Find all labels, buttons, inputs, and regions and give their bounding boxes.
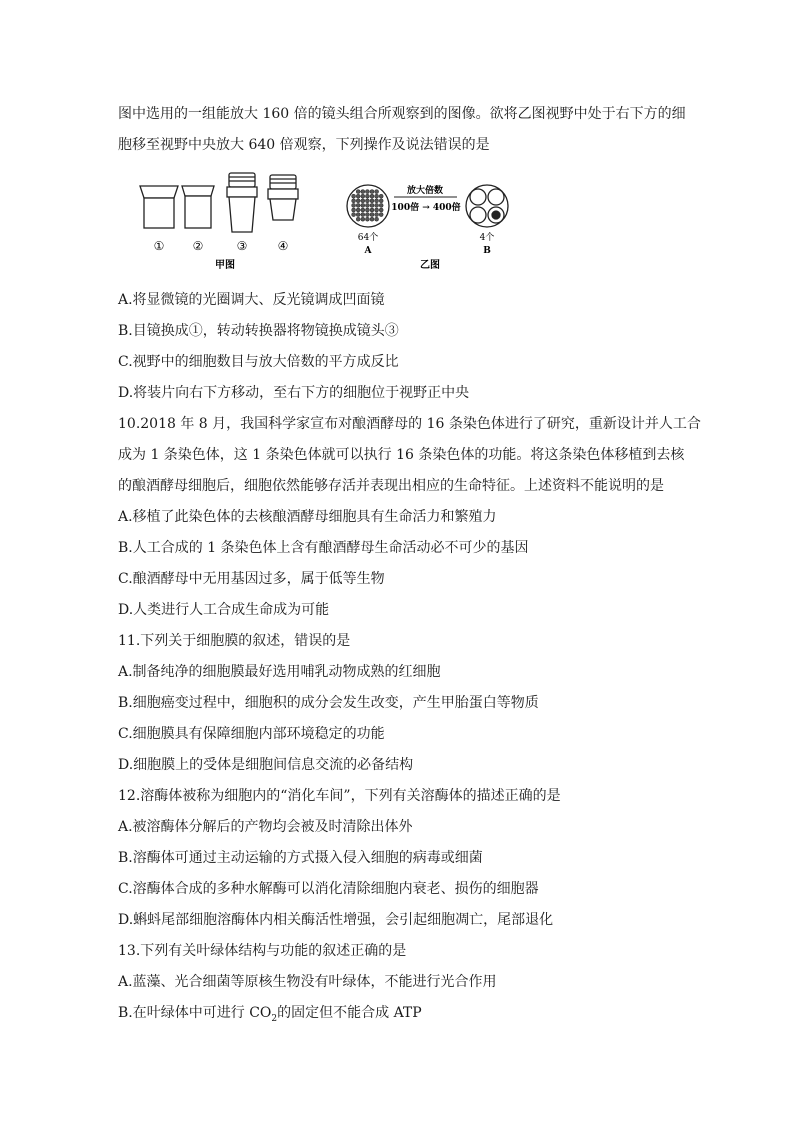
cell-dot [365, 217, 369, 221]
q11-option-d: D.细胞膜上的受体是细胞间信息交流的必备结构 [118, 757, 414, 773]
cell-dot [365, 203, 369, 207]
q11-stem: 11.下列关于细胞膜的叙述，错误的是 [118, 633, 351, 649]
cell-dot [375, 194, 379, 198]
q13-option-b-text-1: B.在叶绿体中可进行 CO [118, 1005, 272, 1021]
q12-option-d: D.蝌蚪尾部细胞溶酶体内相关酶活性增强，会引起细胞凋亡，尾部退化 [118, 912, 554, 928]
q12-option-b: B.溶酶体可通过主动运输的方式摄入侵入细胞的病毒或细菌 [118, 850, 483, 866]
cell-dot [352, 203, 356, 207]
q9-option-b: B.目镜换成①，转动转换器将物镜换成镜头③ [118, 323, 399, 339]
q12-stem: 12.溶酶体被称为细胞内的“消化车间”，下列有关溶酶体的描述正确的是 [118, 788, 561, 804]
yi-caption: 乙图 [420, 260, 440, 271]
cell-dot [370, 208, 374, 212]
lens-1-icon [140, 186, 178, 228]
q13-option-b-text-2: 的固定但不能合成 ATP [277, 1005, 422, 1021]
q13-option-b-subscript: 2 [271, 1013, 278, 1024]
question-9-stem-line-2: 胞移至视野中央放大 640 倍观察，下列操作及说法错误的是 [118, 137, 490, 153]
view-a-label: A [364, 246, 372, 256]
cell-dot [361, 208, 365, 212]
q9-option-c: C.视野中的细胞数目与放大倍数的平方成反比 [118, 354, 399, 370]
q10-option-a: A.移植了此染色体的去核酿酒酵母细胞具有生命活力和繁殖力 [118, 509, 497, 525]
lens-label-2: ② [192, 239, 204, 253]
q11-option-b: B.细胞癌变过程中，细胞积的成分会发生改变，产生甲胎蛋白等物质 [118, 695, 539, 711]
lens-4-icon [268, 175, 298, 220]
q11-option-c: C.细胞膜具有保障细胞内部环境稳定的功能 [118, 726, 385, 742]
cell-dot [361, 213, 365, 217]
cell-dot [352, 199, 356, 203]
q13-stem: 13.下列有关叶绿体结构与功能的叙述正确的是 [118, 943, 407, 959]
q10-option-c: C.酿酒酵母中无用基因过多，属于低等生物 [118, 571, 385, 587]
lens-label-1: ① [153, 239, 165, 253]
cell-dot [356, 199, 360, 203]
cell-dot [356, 213, 360, 217]
cell-dot [361, 199, 365, 203]
cell-dot [379, 208, 383, 212]
cell-dot [352, 213, 356, 217]
q13-option-b [118, 1004, 422, 1028]
q13-option-a: A.蓝藻、光合细菌等原核生物没有叶绿体，不能进行光合作用 [118, 974, 497, 990]
cell-dot [370, 199, 374, 203]
q9-option-d: D.将装片向右下方移动，至右下方的细胞位于视野正中央 [118, 385, 470, 401]
q11-option-a: A.制备纯净的细胞膜最好选用哺乳动物成熟的红细胞 [118, 664, 441, 680]
cell-dot [379, 199, 383, 203]
cell-dot [356, 217, 360, 221]
q10-option-d: D.人类进行人工合成生命成为可能 [118, 602, 330, 618]
view-a-count: 64个 [357, 233, 379, 243]
lens-3-icon [227, 173, 257, 232]
field-of-view-b [466, 185, 508, 227]
microscope-figure [130, 168, 650, 278]
cell-dot [352, 194, 356, 198]
q10-stem-line-1: 10.2018 年 8 月，我国科学家宣布对酿酒酵母的 16 条染色体进行了研究，重新设计并人工合 [118, 416, 701, 432]
cell-dot [370, 213, 374, 217]
q9-option-a: A.将显微镜的光圈调大、反光镜调成凹面镜 [118, 292, 385, 308]
cell-dot [356, 203, 360, 207]
cell-dot [356, 208, 360, 212]
lens-label-4: ④ [277, 239, 289, 253]
cell-dot [375, 190, 379, 194]
view-b-count: 4个 [479, 233, 495, 243]
q10-option-b: B.人工合成的 1 条染色体上含有酿酒酵母生命活动必不可少的基因 [118, 540, 529, 556]
cell-dot [375, 213, 379, 217]
cell-dot [361, 217, 365, 221]
cell-dot [370, 194, 374, 198]
cell-dot [375, 203, 379, 207]
cell-dot [365, 190, 369, 194]
jia-caption: 甲图 [215, 260, 235, 271]
q12-option-a: A.被溶酶体分解后的产物均会被及时清除出体外 [118, 819, 413, 835]
cell-dot [365, 208, 369, 212]
cell-dot [352, 208, 356, 212]
cell-dot [361, 190, 365, 194]
cell-dot [356, 194, 360, 198]
question-9-stem-line-1: 图中选用的一组能放大 160 倍的镜头组合所观察到的图像。欲将乙图视野中处于右下方的细 [118, 106, 686, 122]
field-of-view-a [347, 185, 389, 227]
q12-option-c: C.溶酶体合成的多种水解酶可以消化清除细胞内衰老、损伤的细胞器 [118, 881, 539, 897]
cell-dot [370, 203, 374, 207]
cell-dot [370, 190, 374, 194]
cell-dot [361, 203, 365, 207]
lens-2-icon [182, 186, 214, 228]
cell-dot [375, 208, 379, 212]
cell-dot [361, 194, 365, 198]
cell-dot [365, 213, 369, 217]
cell-dot [379, 213, 383, 217]
cell-dot [379, 203, 383, 207]
lens-label-3: ③ [236, 239, 248, 253]
cell-dot [375, 217, 379, 221]
cell-dot [370, 217, 374, 221]
cell-dot [356, 190, 360, 194]
view-b-label: B [483, 246, 491, 256]
magnification-change: 100倍 → 400倍 [391, 203, 461, 213]
q10-stem-line-3: 的酿酒酵母细胞后，细胞依然能够存活并表现出相应的生命特征。上述资料不能说明的是 [118, 478, 664, 494]
cell-dot [379, 194, 383, 198]
magnification-title: 放大倍数 [406, 186, 444, 196]
cell-dot [365, 199, 369, 203]
q10-stem-line-2: 成为 1 条染色体，这 1 条染色体就可以执行 16 条染色体的功能。将这条染色体移植到去核 [118, 447, 685, 463]
cell-dot [375, 199, 379, 203]
cell-dot [365, 194, 369, 198]
